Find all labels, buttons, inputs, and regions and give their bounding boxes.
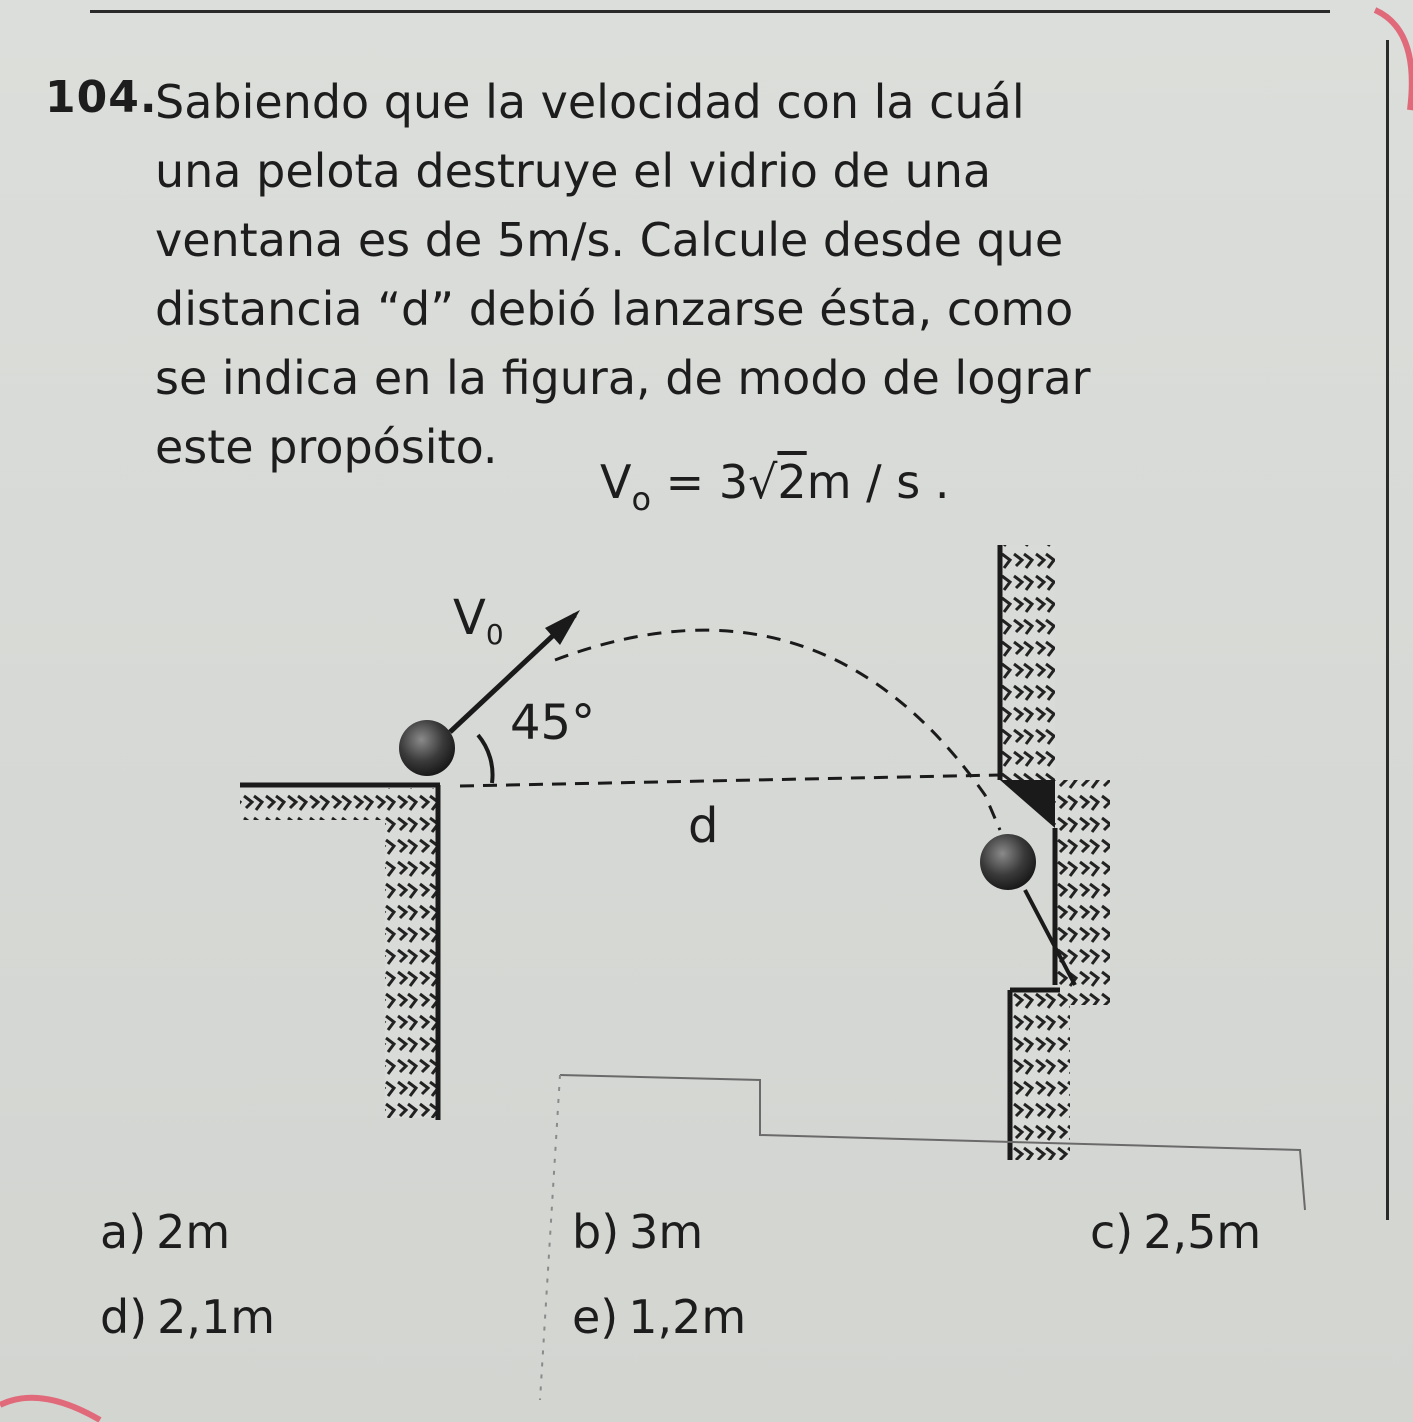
faint-vertical <box>540 1075 560 1400</box>
statement-line: Sabiendo que la velocidad con la cuál <box>155 75 1025 129</box>
formula-radical: √ <box>748 455 778 509</box>
formula-radicand: 2 <box>777 455 807 509</box>
option-e: e) 1,2m <box>572 1290 747 1344</box>
statement-line: una pelota destruye el vidrio de una <box>155 144 992 198</box>
statement-line: distancia “d” debió lanzarse ésta, como <box>155 282 1074 336</box>
ball-impact <box>980 834 1036 890</box>
angle-arc <box>478 735 493 783</box>
distance-label: d <box>688 798 719 854</box>
formula-suffix: m / s . <box>806 455 950 509</box>
option-d: d) 2,1m <box>100 1290 276 1344</box>
option-c: c) 2,5m <box>1090 1205 1262 1259</box>
angle-label: 45° <box>510 695 596 751</box>
statement-line: ventana es de 5m/s. Calcule desde que <box>155 213 1064 267</box>
option-a: a) 2m <box>100 1205 231 1259</box>
trajectory-path <box>555 630 1000 830</box>
problem-number: 104. <box>45 72 158 123</box>
formula-prefix: = 3 <box>665 455 749 509</box>
formula-symbol: V <box>600 455 632 509</box>
margin-mark <box>1375 10 1412 110</box>
left-ledge <box>240 785 440 1120</box>
option-b: b) 3m <box>572 1205 704 1259</box>
distance-dashed-line <box>460 775 1000 786</box>
statement-line: este propósito. <box>155 420 498 474</box>
ball-launch <box>399 720 455 776</box>
velocity-label: $V_0$ <box>453 590 504 651</box>
margin-mark-bottom <box>0 1398 100 1420</box>
faint-outline <box>560 1075 1305 1210</box>
statement-line: se indica en la figura, de modo de lograr <box>155 351 1091 405</box>
formula-subscript: o <box>631 480 652 518</box>
